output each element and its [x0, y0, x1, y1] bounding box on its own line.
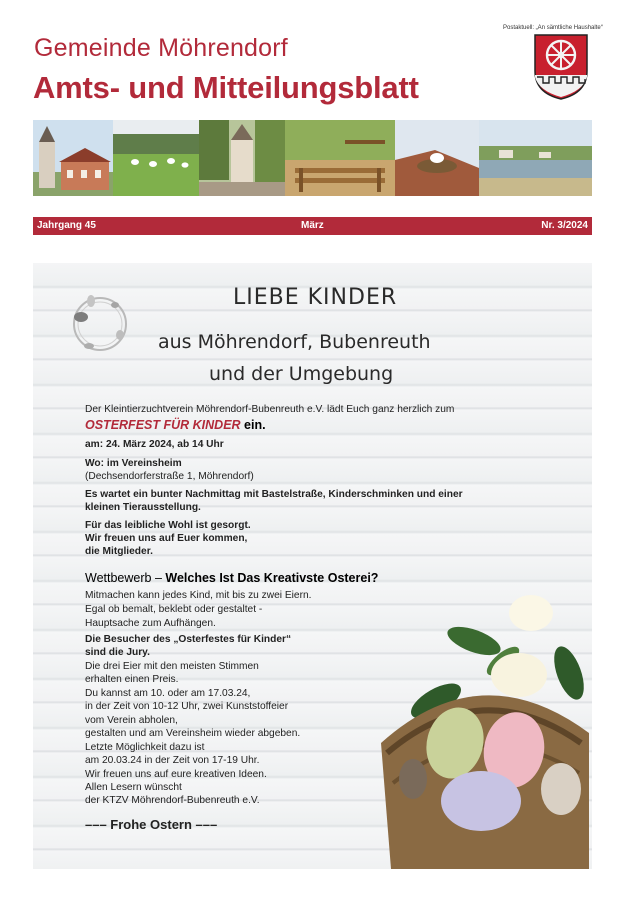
food-line-3: die Mitglieder. [85, 546, 153, 557]
event-location: Wo: im Vereinsheim [85, 458, 182, 469]
photo-bench-trees [285, 120, 395, 196]
poster-title: LIEBE KINDER [233, 285, 398, 310]
easter-poster [33, 263, 592, 869]
poster-subtitle-line1: aus Möhrendorf, Bubenreuth [158, 331, 431, 353]
closing-greeting: ––– Frohe Ostern ––– [85, 817, 218, 832]
program-line-2: kleinen Tierausstellung. [85, 502, 201, 513]
food-line-1: Für das leibliche Wohl ist gesorgt. [85, 520, 251, 531]
contest-heading [85, 571, 378, 585]
newsletter-title: Amts- und Mitteilungsblatt [33, 70, 419, 105]
detail-line: Wir freuen uns auf eure kreativen Ideen. [85, 769, 267, 780]
easter-wreath-icon [67, 291, 133, 357]
detail-line: Die drei Eier mit den meisten Stimmen [85, 661, 259, 672]
postal-note: Postaktuell: „An sämtliche Haushalte“ [503, 25, 603, 31]
photo-storks-meadow [113, 120, 199, 196]
detail-line: in der Zeit von 10-12 Uhr, zwei Kunststoffeier [85, 701, 289, 712]
municipality-name: Gemeinde Möhrendorf [34, 34, 288, 62]
contest-rule-3: Hauptsache zum Aufhängen. [85, 618, 216, 629]
detail-line: Allen Lesern wünscht [85, 782, 182, 793]
coat-of-arms-icon [533, 33, 589, 101]
photo-pond-reeds [479, 120, 592, 196]
contest-rule-2: Egal ob bemalt, beklebt oder gestaltet - [85, 604, 263, 615]
detail-line: erhalten einen Preis. [85, 674, 179, 685]
photo-tower-street [199, 120, 285, 196]
issue-info-bar [33, 217, 592, 235]
intro-text: Der Kleintierzuchtverein Möhrendorf-Bubenreuth e.V. lädt Euch ganz herzlich zum [85, 404, 455, 415]
easter-egg-nest-icon [331, 583, 592, 869]
event-name: OSTERFEST FÜR KINDER [85, 418, 241, 432]
jury-line-1: Die Besucher des „Osterfestes für Kinder“ [85, 634, 292, 645]
detail-line: der KTZV Möhrendorf-Bubenreuth e.V. [85, 795, 260, 806]
detail-line: vom Verein abholen, [85, 715, 178, 726]
month-label: März [301, 220, 324, 231]
contest-prefix: Wettbewerb – [85, 571, 166, 585]
photo-stork-nest [395, 120, 479, 196]
event-date: am: 24. März 2024, ab 14 Uhr [85, 439, 224, 450]
food-line-2: Wir freuen uns auf Euer kommen, [85, 533, 248, 544]
event-address: (Dechsendorferstraße 1, Möhrendorf) [85, 471, 254, 482]
photo-church-village [33, 120, 113, 196]
detail-line: gestalten und am Vereinsheim wieder abgeben. [85, 728, 301, 739]
poster-subtitle-line2: und der Umgebung [209, 363, 394, 385]
event-name-suffix: ein. [240, 418, 266, 432]
jury-line-2: sind die Jury. [85, 647, 150, 658]
detail-line: Letzte Möglichkeit dazu ist [85, 742, 205, 753]
detail-line: am 20.03.24 in der Zeit von 17-19 Uhr. [85, 755, 260, 766]
event-name-line [85, 418, 266, 432]
program-line-1: Es wartet ein bunter Nachmittag mit Bastelstraße, Kinderschminken und einer [85, 489, 463, 500]
contest-rule-1: Mitmachen kann jedes Kind, mit bis zu zwei Eiern. [85, 590, 312, 601]
detail-line: Du kannst am 10. oder am 17.03.24, [85, 688, 251, 699]
issue-number: Nr. 3/2024 [541, 220, 588, 231]
volume-label: Jahrgang 45 [37, 220, 96, 231]
photo-strip [33, 120, 592, 196]
contest-title: Welches Ist Das Kreativste Osterei? [165, 571, 379, 585]
